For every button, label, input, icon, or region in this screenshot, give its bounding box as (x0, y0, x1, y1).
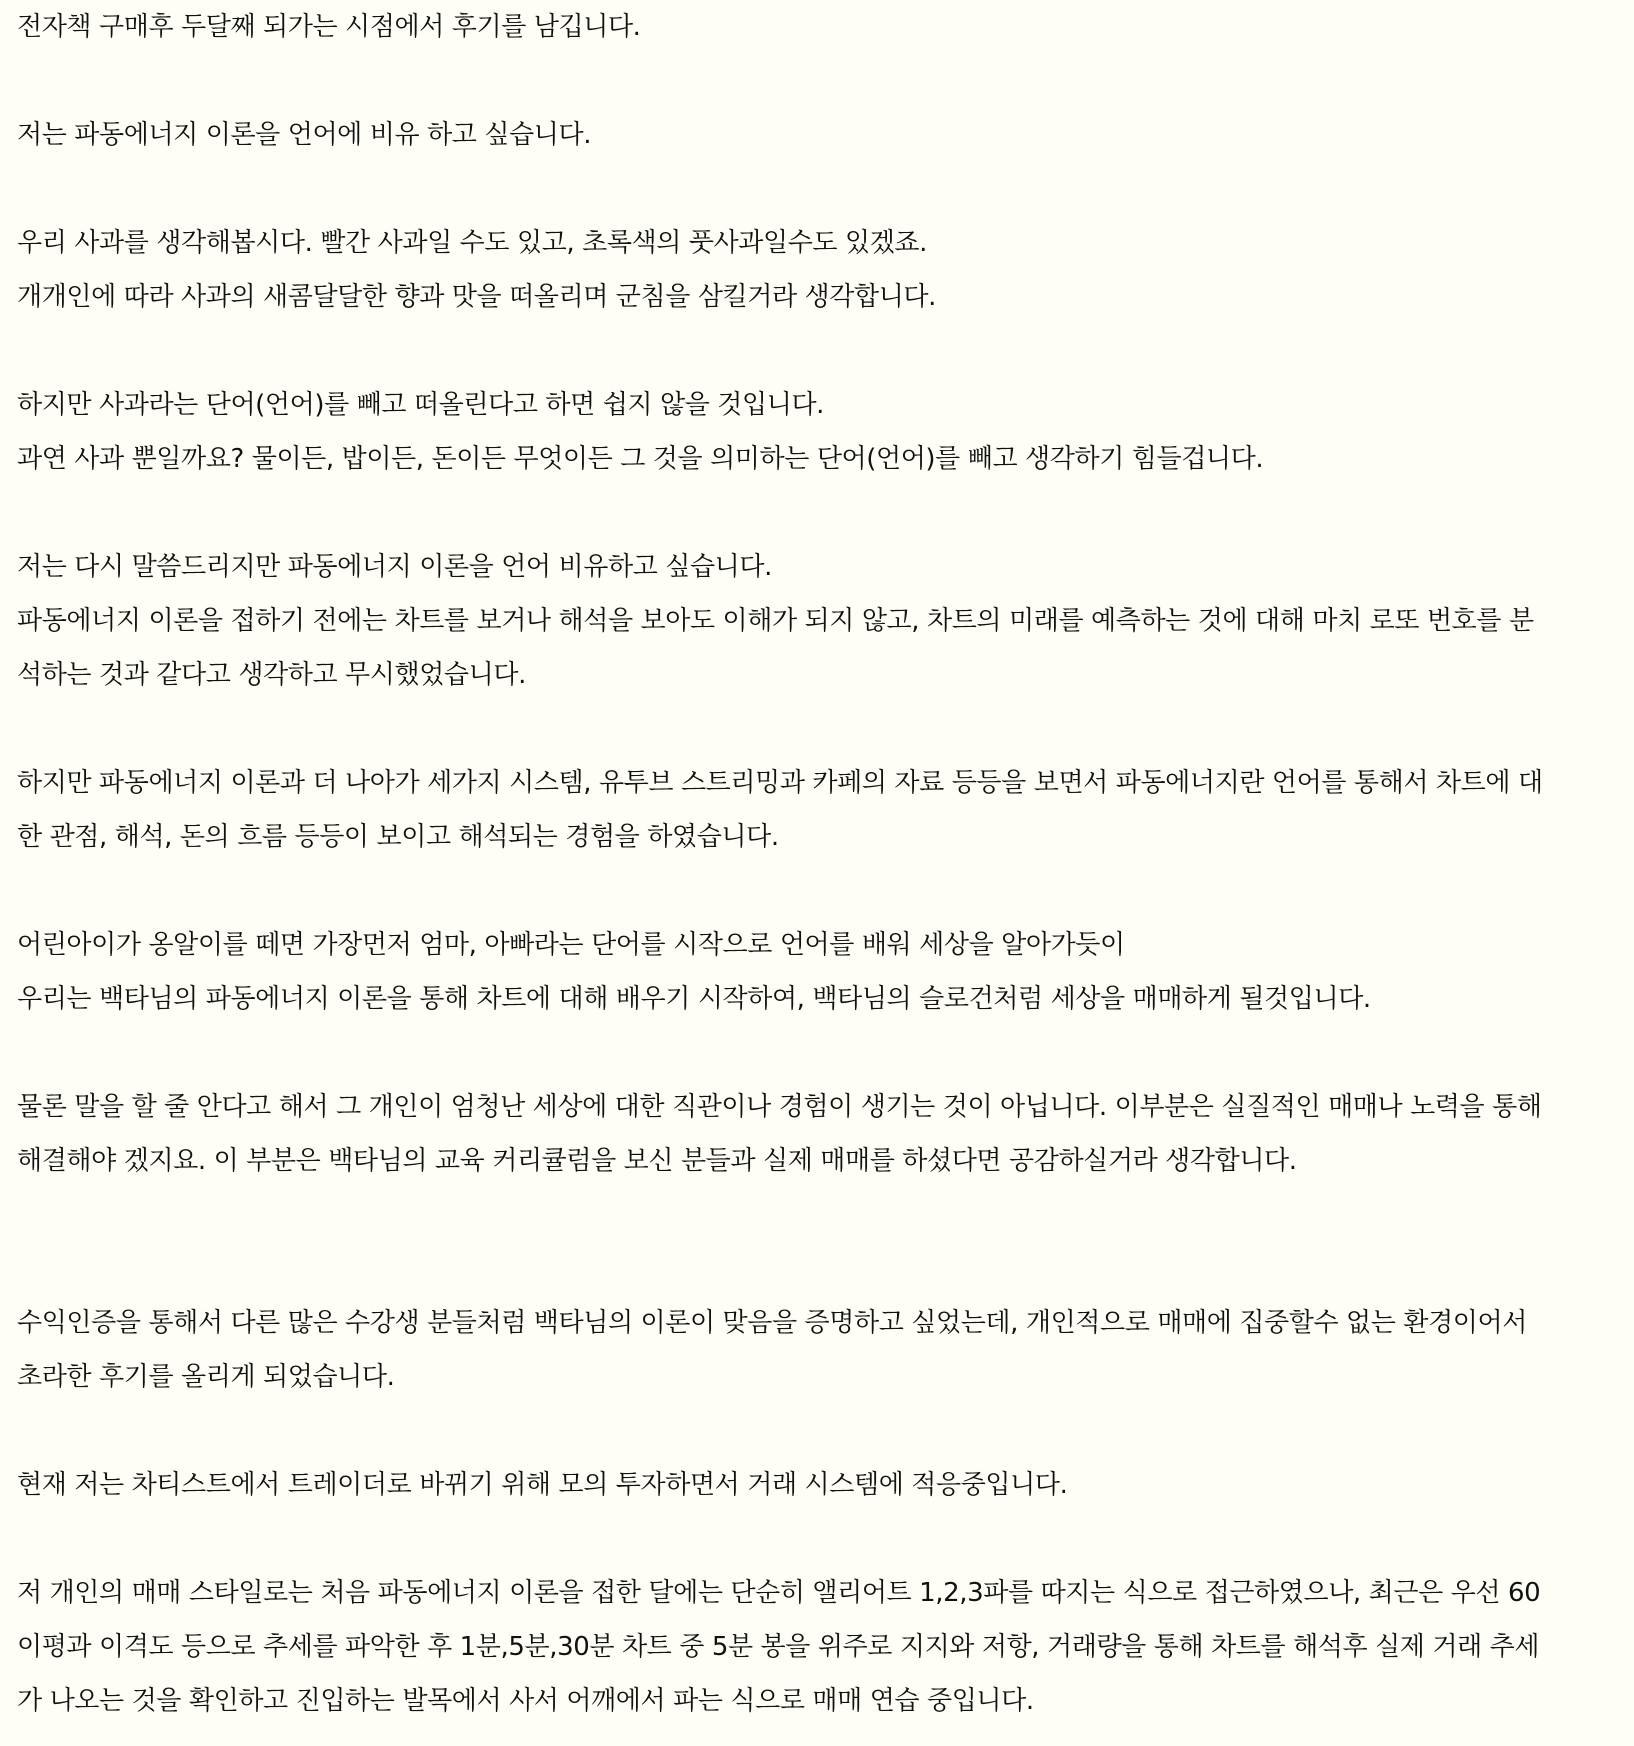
review-post (17, 0, 1617, 1728)
paragraph-gap (17, 864, 1617, 918)
post-line: 수익인증을 통해서 다른 많은 수강생 분들처럼 백타님의 이론이 맞음을 증명하고 싶었는데, 개인적으로 매매에 집중할수 없는 환경이어서 (17, 1308, 1527, 1338)
paragraph-gap (17, 1404, 1617, 1458)
post-line: 하지만 파동에너지 이론과 더 나아가 세가지 시스템, 유투브 스트리밍과 카페의 자료 등등을 보면서 파동에너지란 언어를 통해서 차트에 대 (17, 768, 1543, 798)
post-line: 가 나오는 것을 확인하고 진입하는 발목에서 사서 어깨에서 파는 식으로 매매 연습 중입니다. (17, 1686, 1034, 1716)
paragraph-gap (17, 702, 1617, 756)
post-line: 저는 파동에너지 이론을 언어에 비유 하고 싶습니다. (17, 120, 592, 150)
post-line: 초라한 후기를 올리게 되었습니다. (17, 1362, 395, 1392)
paragraph-gap (17, 486, 1617, 540)
post-line: 석하는 것과 같다고 생각하고 무시했었습니다. (17, 660, 526, 690)
paragraph-gap (17, 1026, 1617, 1080)
post-line: 우리는 백타님의 파동에너지 이론을 통해 차트에 대해 배우기 시작하여, 백타님의 슬로건처럼 세상을 매매하게 될것입니다. (17, 984, 1371, 1014)
post-line: 이평과 이격도 등으로 추세를 파악한 후 1분,5분,30분 차트 중 5분 봉을 위주로 지지와 저항, 거래량을 통해 차트를 해석후 실제 거래 추세 (17, 1632, 1540, 1662)
post-line: 현재 저는 차티스트에서 트레이더로 바뀌기 위해 모의 투자하면서 거래 시스템에 적응중입니다. (17, 1470, 1068, 1500)
post-line: 저는 다시 말씀드리지만 파동에너지 이론을 언어 비유하고 싶습니다. (17, 552, 772, 582)
post-line: 해결해야 겠지요. 이 부분은 백타님의 교육 커리큘럼을 보신 분들과 실제 매매를 하셨다면 공감하실거라 생각합니다. (17, 1146, 1297, 1176)
post-line: 하지만 사과라는 단어(언어)를 빼고 떠올린다고 하면 쉽지 않을 것입니다. (17, 390, 825, 420)
post-line: 우리 사과를 생각해봅시다. 빨간 사과일 수도 있고, 초록색의 풋사과일수도 있겠죠. (17, 228, 928, 258)
post-line: 저 개인의 매매 스타일로는 처음 파동에너지 이론을 접한 달에는 단순히 앨리어트 1,2,3파를 따지는 식으로 접근하였으나, 최근은 우선 60 (17, 1578, 1541, 1608)
paragraph-gap (17, 1512, 1617, 1566)
paragraph-gap (17, 162, 1617, 216)
post-line: 과연 사과 뿐일까요? 물이든, 밥이든, 돈이든 무엇이든 그 것을 의미하는 단어(언어)를 빼고 생각하기 힘들겁니다. (17, 444, 1264, 474)
post-line: 한 관점, 해석, 돈의 흐름 등등이 보이고 해석되는 경험을 하였습니다. (17, 822, 779, 852)
post-line: 어린아이가 옹알이를 떼면 가장먼저 엄마, 아빠라는 단어를 시작으로 언어를 배워 세상을 알아가듯이 (17, 930, 1125, 960)
post-line: 개개인에 따라 사과의 새콤달달한 향과 맛을 떠올리며 군침을 삼킬거라 생각합니다. (17, 282, 936, 312)
post-line: 물론 말을 할 줄 안다고 해서 그 개인이 엄청난 세상에 대한 직관이나 경험이 생기는 것이 아닙니다. 이부분은 실질적인 매매나 노력을 통해 (17, 1092, 1542, 1122)
paragraph-gap (17, 54, 1617, 108)
post-line: 전자책 구매후 두달째 되가는 시점에서 후기를 남깁니다. (17, 12, 641, 42)
paragraph-gap (17, 324, 1617, 378)
paragraph-gap (17, 1188, 1617, 1296)
post-line: 파동에너지 이론을 접하기 전에는 차트를 보거나 해석을 보아도 이해가 되지 않고, 차트의 미래를 예측하는 것에 대해 마치 로또 번호를 분 (17, 606, 1534, 636)
